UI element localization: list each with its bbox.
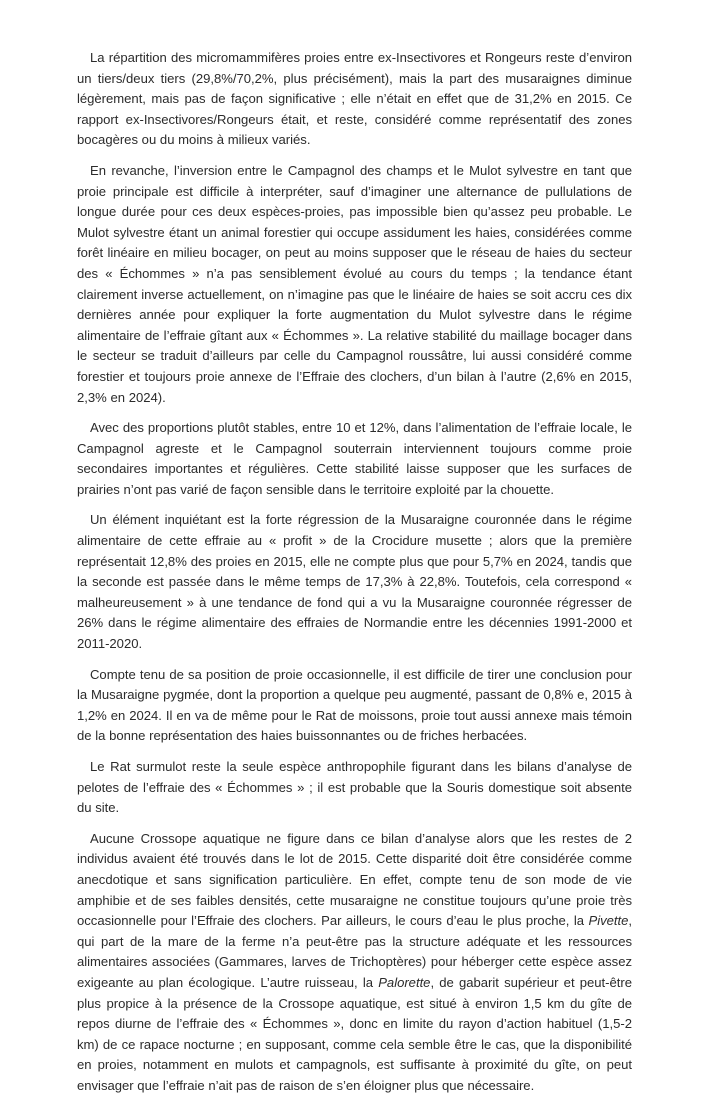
paragraph-3: Avec des proportions plutôt stables, entre 10 et 12%, dans l’alimentation de l’effraie locale, le Campagnol agreste et le Campagnol souterrain interviennent toujours comme proie secondaires importantes et régulières. Cette stabilité laisse supposer que les surfaces de prairies n’ont pas varié de façon sensible dans le territoire exploité par la chouette. <box>77 420 632 497</box>
paragraph-5: Compte tenu de sa position de proie occasionnelle, il est difficile de tirer une conclusion pour la Musaraigne pygmée, dont la proportion a quelque peu augmenté, passant de 0,8% e, 2015 à 1,2% en 2024. Il en va de même pour le Rat de moissons, proie tout aussi annexe mais témoin de la bonne représentation des haies buissonnantes ou de friches herbacées. <box>77 666 632 744</box>
paragraph-4: Un élément inquiétant est la forte régression de la Musaraigne couronnée dans le régime alimentaire de cette effraie au « profit » de la Crocidure musette ; alors que la première représentait 12,8% des proies en 2015, elle ne compte plus que pour 5,7% en 2024, tandis que la seconde est passée dans le même temps de 17,3% à 22,8%. Toutefois, cela correspond « malheureusement » à une tendance de fond qui a vu la Musaraigne couronnée régresser de 26% dans le régime alimentaire des effraies de Normandie entre les décennies 1991-2000 et 2011-2020. <box>77 512 632 652</box>
paragraph-1: La répartition des micromammifères proies entre ex-Insectivores et Rongeurs reste d’environ un tiers/deux tiers (29,8%/70,2%, plus précisément), mais la part des musaraignes diminue légèrement, mais pas de façon significative ; elle n’était en effet que de 31,2% en 2015. Ce rapport ex-Insectivores/Rongeurs était, et reste, considéré comme représentatif des zones bocagères ou du moins à milieux variés. <box>77 50 632 148</box>
paragraph-2: En revanche, l’inversion entre le Campagnol des champs et le Mulot sylvestre en tant que proie principale est difficile à interpréter, sauf d’imaginer une alternance de pullulations de longue durée pour ces deux espèces-proies, pas impossible bien qu’assez peu probable. Le Mulot sylvestre étant un animal forestier qui occupe assidument les haies, considérées comme forêt linéaire en milieu bocager, on peut au moins supposer que le réseau de haies du secteur des « Échommes » n’a pas sensiblement évolué au cours du temps ; la tendance étant clairement inverse actuellement, on n’imagine pas que le linéaire de haies se soit accru ces dix dernières année pour expliquer la forte augmentation du Mulot sylvestre dans le régime alimentaire de l’effraie gîtant aux « Échommes ». La relative stabilité du maillage bocager dans le secteur se traduit d’ailleurs par celle du Campagnol roussâtre, lui aussi considéré comme forestier et toujours proie annexe de l’Effraie des clochers, d’un bilan à l’autre (2,6% en 2015, 2,3% en 2024). <box>77 162 632 405</box>
italic-species-name: Palorette <box>378 974 431 990</box>
italic-species-name: Pivette <box>588 913 629 929</box>
paragraph-7: Aucune Crossope aquatique ne figure dans ce bilan d’analyse alors que les restes de 2 individus avaient été trouvés dans le lot de 2015. Cette disparité doit être considérée comme anecdotique et sans signification particulière. En effet, compte tenu de son mode de vie amphibie et de ses faibles densités, cette musaraigne ne constitue toujours qu’une proie très occasionnelle pour l’Effraie des clochers. Par ailleurs, le cours d’eau le plus proche, la Pivette, qui part de la mare de la ferme n’a peut-être pas la structure adéquate et les ressources alimentaires associées (Gammares, larves de Trichoptères) pour héberger cette espèce assez exigeante au plan écologique. L’autre ruisseau, la Palorette, de gabarit supérieur et peut-être plus propice à la présence de la Crossope aquatique, est situé à environ 1,5 km du gîte de repos diurne de l’effraie des « Échommes », donc en limite du rayon d’action habituel (1,5-2 km) de ce rapace nocturne ; en supposant, comme cela semble être le cas, que la disponibilité en proies, notamment en mulots et campagnols, est suffisante à proximité du gîte, on peut envisager que l’effraie n’ait pas de raison de s’en éloigner plus que nécessaire. <box>77 830 632 1093</box>
document-text-column <box>77 48 632 1097</box>
paragraph-6: Le Rat surmulot reste la seule espèce anthropophile figurant dans les bilans d’analyse de pelotes de l’effraie des « Échommes » ; il est probable que la Souris domestique soit absente du site. <box>77 759 632 816</box>
